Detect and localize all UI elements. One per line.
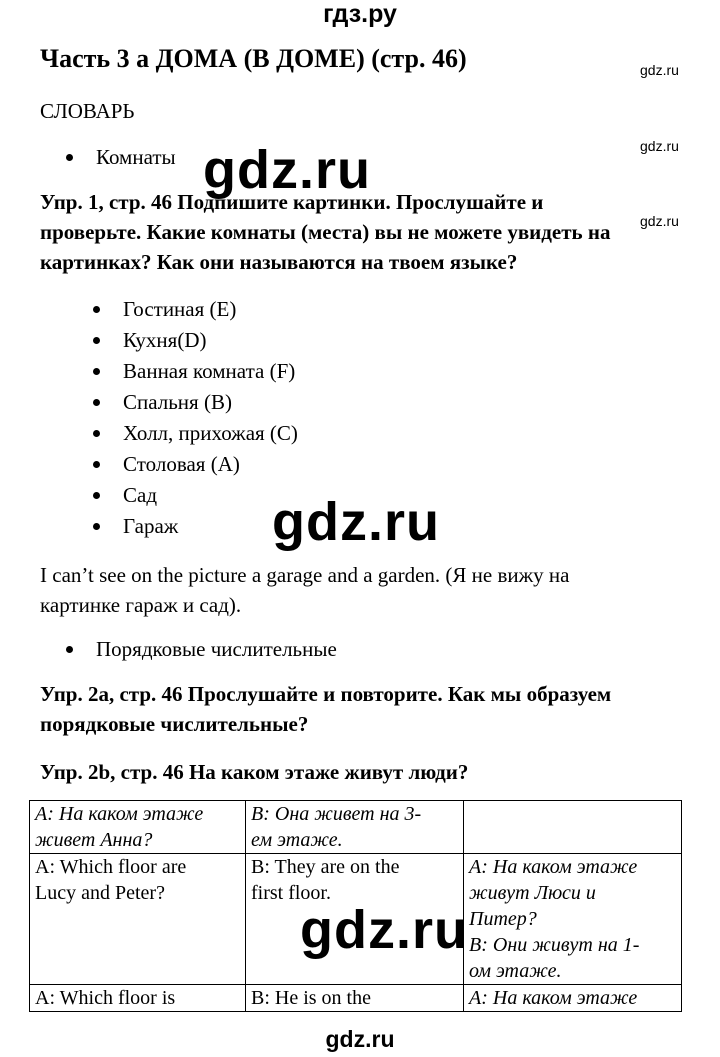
exercise-1-heading: [40, 187, 680, 277]
answer-line: I can’t see on the picture a garage and a garden. (Я не вижу на: [40, 563, 570, 587]
list-item: [123, 420, 298, 446]
exercise-1-line: проверьте. Какие комнаты (места) вы не можете увидеть на: [40, 220, 611, 244]
table-cell: [464, 854, 682, 985]
cell-line: B: They are on the: [251, 856, 400, 878]
cell-line: A: Which floor are: [35, 856, 187, 878]
site-header: гдз.ру: [323, 0, 397, 28]
cell-line: A: На каком этаже: [469, 856, 638, 878]
exercise-2a-line: порядковые числительные?: [40, 712, 309, 736]
cell-line: A: Which floor is: [35, 987, 176, 1009]
watermark-big: gdz.ru: [300, 900, 468, 960]
bullet-dot: [93, 399, 100, 406]
room-label: Кухня(D): [123, 328, 207, 352]
cell-line: ом этаже.: [469, 960, 562, 982]
cell-line: Lucy and Peter?: [35, 882, 165, 904]
cell-line: A: На каком этаже: [469, 987, 638, 1009]
table-cell: [30, 801, 246, 854]
answer-paragraph: [40, 562, 569, 618]
bullet-dot: [93, 368, 100, 375]
list-item: [123, 327, 206, 353]
room-label: Гараж: [123, 514, 179, 538]
room-label: Столовая (A): [123, 452, 240, 476]
list-item: [123, 296, 236, 322]
table-cell: [246, 801, 464, 854]
list-item: [123, 389, 232, 415]
watermark-small: gdz.ru: [640, 213, 679, 229]
room-label: Сад: [123, 483, 158, 507]
bullet-dot: [93, 492, 100, 499]
table-row: [30, 801, 682, 854]
cell-line: живет Анна?: [35, 829, 153, 851]
cell-line: A: На каком этаже: [35, 803, 204, 825]
cell-line: живут Люси и: [469, 882, 596, 904]
table-cell: [464, 801, 682, 854]
exercise-2a-line: Упр. 2a, стр. 46 Прослушайте и повторите. Как мы образуем: [40, 682, 612, 706]
bullet-dot: [93, 306, 100, 313]
cell-line: B: He is on the: [251, 987, 371, 1009]
watermark-big: gdz.ru: [272, 492, 440, 552]
list-item: [123, 482, 157, 508]
exercise-1-line: картинках? Как они называются на твоем языке?: [40, 250, 518, 274]
cell-line: first floor.: [251, 882, 331, 904]
table-cell: [30, 854, 246, 985]
vocab-item-rooms: [96, 144, 176, 170]
watermark-small: gdz.ru: [640, 62, 679, 78]
cell-line: B: Они живут на 1-: [469, 934, 640, 956]
table-row: [30, 985, 682, 1012]
exercise-2b-heading: Упр. 2b, стр. 46 На каком этаже живут люди?: [40, 760, 469, 784]
bullet-dot: [93, 461, 100, 468]
bullet-dot: [66, 154, 73, 161]
cell-line: B: Она живет на 3-: [251, 803, 422, 825]
table-cell: [246, 985, 464, 1012]
cell-line: Питер?: [469, 908, 537, 930]
watermark-big: gdz.ru: [203, 140, 371, 200]
cell-line: ем этаже.: [251, 829, 343, 851]
room-label: Ванная комната (F): [123, 359, 296, 383]
table-cell: [30, 985, 246, 1012]
vocab-item-label: Комнаты: [96, 145, 176, 169]
vocab-heading: СЛОВАРЬ: [40, 99, 135, 123]
list-item: [123, 451, 240, 477]
exercise-1-line: Упр. 1, стр. 46 Подпишите картинки. Прослушайте и: [40, 190, 544, 214]
exercise-2a-heading: [40, 679, 680, 739]
room-label: Холл, прихожая (C): [123, 421, 298, 445]
room-label: Гостиная (E): [123, 297, 237, 321]
ordinals-item: [96, 636, 337, 662]
table-cell: [464, 985, 682, 1012]
bullet-dot: [66, 646, 73, 653]
room-label: Спальня (B): [123, 390, 232, 414]
page-title: Часть 3 а ДОМА (В ДОМЕ) (стр. 46): [40, 44, 467, 73]
answer-line: картинке гараж и сад).: [40, 593, 242, 617]
list-item: [123, 358, 295, 384]
bullet-dot: [93, 523, 100, 530]
watermark-small: gdz.ru: [640, 138, 679, 154]
list-item: [123, 513, 178, 539]
bullet-dot: [93, 430, 100, 437]
site-footer: gdz.ru: [325, 1026, 395, 1052]
bullet-dot: [93, 337, 100, 344]
ordinals-label: Порядковые числительные: [96, 637, 337, 661]
